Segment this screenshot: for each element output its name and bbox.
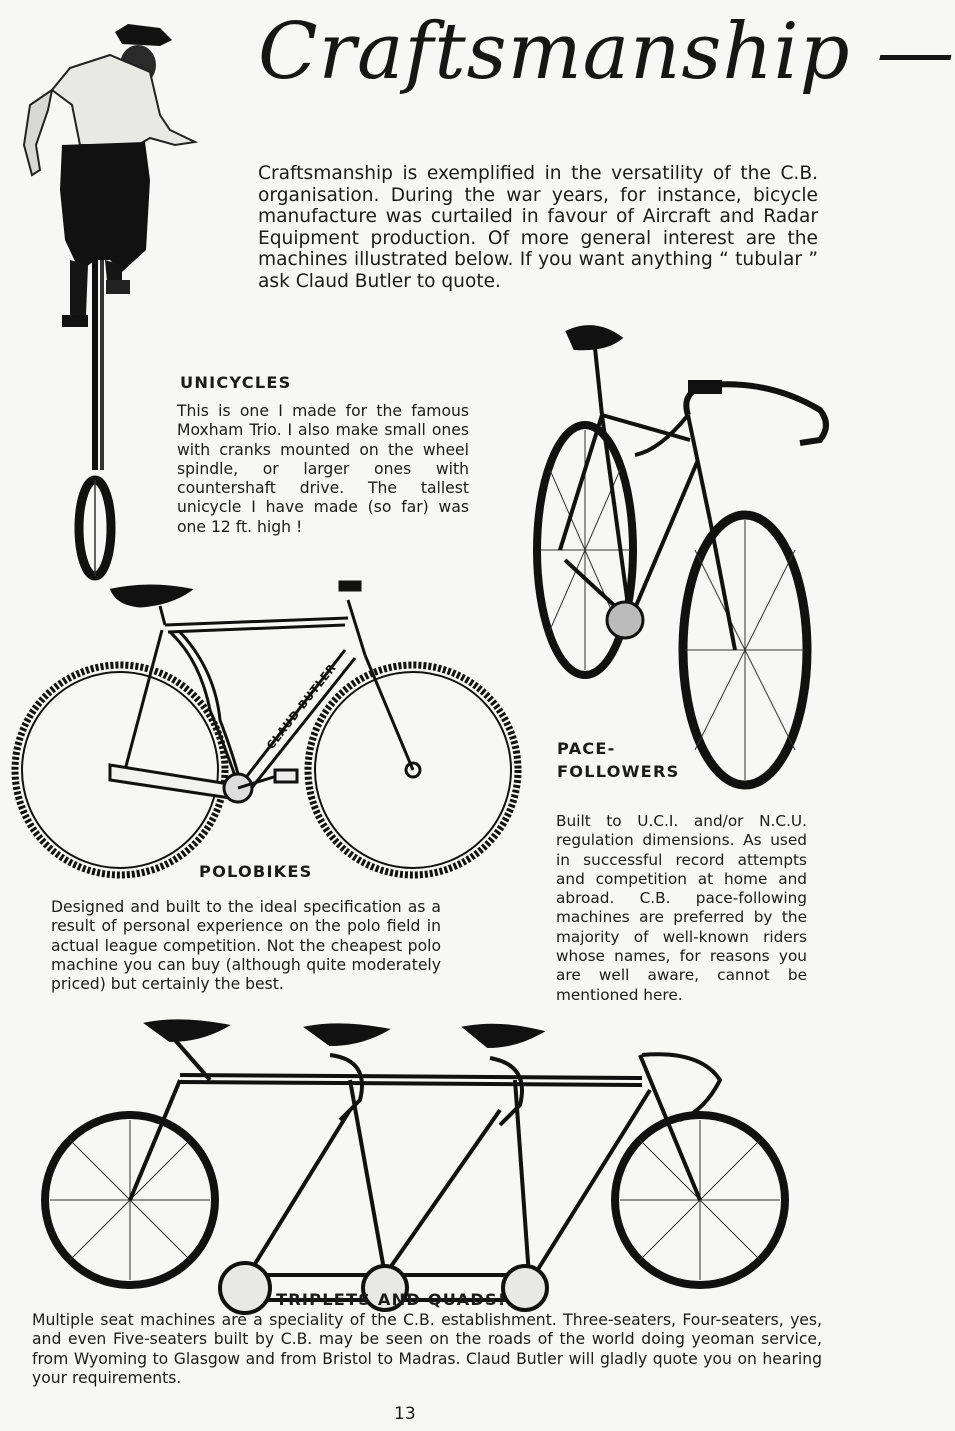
polobike-illustration (0, 570, 530, 860)
triplets-heading: TRIPLETS AND QUADS! (276, 1290, 507, 1309)
page-number: 13 (394, 1404, 416, 1424)
pace-followers-text: Built to U.C.I. and/or N.C.U. regulation dimensions. As used in successful record attempts and competition at home and abroad. C.B. pace-following machines are preferred by the majority of well-known riders whose names, for reasons you are well aware, cannot be mentioned here. (556, 812, 807, 1004)
polobikes-text: Designed and built to the ideal specification as a result of personal experience on the polo field in actual league competition. Not the cheapest polo machine you can buy (although quite moderately priced) but certainly the best. (51, 898, 441, 994)
intro-paragraph: Craftsmanship is exemplified in the versatility of the C.B. organisation. During the war years, for instance, bicycle manufacture was curtailed in favour of Aircraft and Radar Equipment production. Of more general interest are the machines illustrated below. If you want anything “ tubular ” ask Claud Butler to quote. (258, 163, 818, 292)
triplets-text: Multiple seat machines are a speciality of the C.B. establishment. Three-seaters, Four-seaters, yes, and even Five-seaters built by C.B. may be seen on the roads of the world doing yeoman service, from Wyoming to Glasgow and from Bristol to Madras. Claud Butler will gladly quote you on hearing your requirements. (32, 1311, 822, 1387)
pace-followers-heading-line2: FOLLOWERS (557, 762, 680, 781)
polobikes-heading: POLOBIKES (199, 862, 313, 881)
frame-lettering: CLAUD BUTLER (264, 661, 339, 752)
unicycles-text: This is one I made for the famous Moxham Trio. I also make small ones with cranks mounted on the wheel spindle, or larger ones with countershaft drive. The tallest unicycle I have made (so far) was one 12 ft. high ! (177, 402, 469, 536)
pace-follower-illustration (520, 320, 847, 790)
triplet-illustration (30, 1010, 810, 1290)
page-title: Craftsmanship — (258, 7, 955, 97)
unicycles-heading: UNICYCLES (180, 373, 292, 392)
pace-followers-heading-line1: PACE- (557, 739, 616, 758)
pace-followers-heading (557, 737, 679, 783)
